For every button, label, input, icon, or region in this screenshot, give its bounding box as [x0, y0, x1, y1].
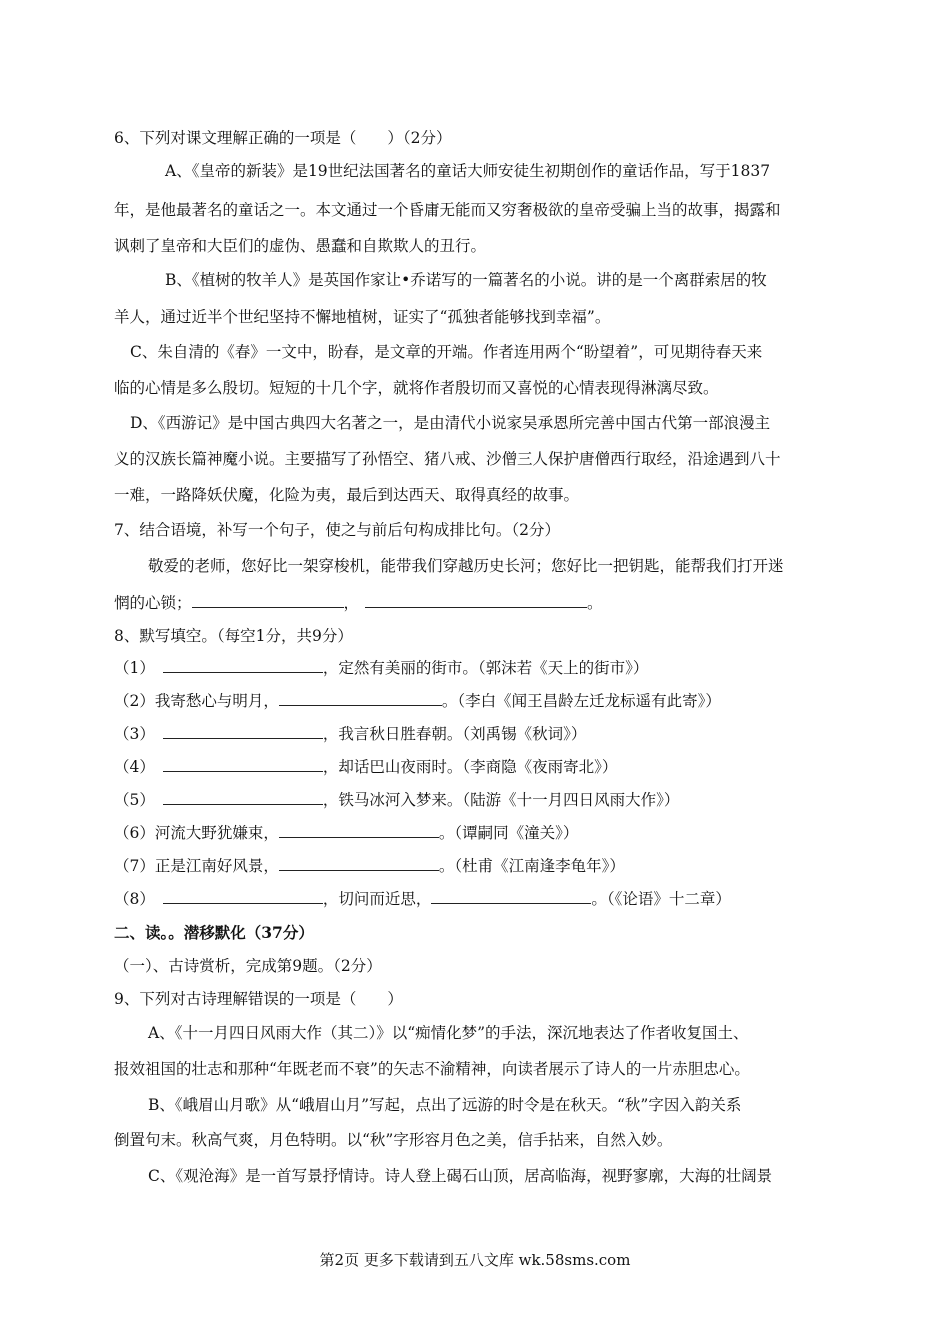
- q8-item-text: 。（谭嗣同《潼关》）: [438, 824, 579, 842]
- q8-stem: 8、默写填空。（每空1分，共9分）: [114, 627, 353, 645]
- q8-item-text: 。（李白《闻王昌龄左迁龙标遥有此寄》）: [441, 692, 721, 710]
- q8-item-text: ，却话巴山夜雨时。（李商隐《夜雨寄北》）: [322, 758, 618, 776]
- q8-item-text: ，切问而近思，: [322, 890, 432, 908]
- q7-line2-period: 。: [587, 594, 603, 612]
- q6-option-d-line3: 一难，一路降妖伏魔，化险为夷，最后到达西天、取得真经的故事。: [114, 486, 580, 504]
- q6-option-d-line2: 义的汉族长篇神魔小说。主要描写了孙悟空、猪八戒、沙僧三人保护唐僧西行取经，沿途遇到八十: [114, 450, 781, 468]
- q8-blank-1[interactable]: [163, 657, 323, 673]
- q8-item-text: 我寄愁心与明月，: [154, 692, 279, 710]
- section2-title: 二、读。。潜移默化（37分）: [114, 923, 314, 942]
- q8-blank-2[interactable]: [279, 690, 442, 706]
- q8-item-5: [114, 789, 679, 810]
- q8-item-text: 。（《论语》十二章）: [591, 890, 731, 908]
- q7-stem: 7、结合语境，补写一个句子，使之与前后句构成排比句。（2分）: [114, 521, 560, 539]
- q6-option-c-line2: 临的心情是多么殷切。短短的十几个字，就将作者殷切而又喜悦的心情表现得淋漓尽致。: [114, 379, 719, 397]
- q8-blank-3[interactable]: [163, 723, 323, 739]
- q9-option-a-line1: A、《十一月四日风雨大作（其二）》以“痴情化梦”的手法，深沉地表达了作者收复国土、: [148, 1024, 749, 1042]
- q8-item-text: ，我言秋日胜春朝。（刘禹锡《秋词》）: [322, 725, 587, 743]
- q8-item-3: [114, 723, 586, 744]
- q8-item-number: （7）: [114, 857, 155, 875]
- q7-answer-blank-1[interactable]: [192, 592, 344, 608]
- q8-item-number: （3）: [114, 725, 155, 743]
- q8-item-2: [114, 690, 721, 711]
- q8-item-text: 。（杜甫《江南逢李龟年》）: [438, 857, 625, 875]
- q8-blank-6[interactable]: [279, 822, 439, 838]
- q8-item-1: [114, 657, 648, 678]
- q7-line2-prefix: 惘的心锁；: [114, 594, 192, 612]
- q6-stem: 6、下列对课文理解正确的一项是（ ）（2分）: [114, 129, 452, 147]
- q6-option-d-line1: D、《西游记》是中国古典四大名著之一，是由清代小说家吴承恩所完善中国古代第一部浪漫主: [130, 414, 771, 432]
- q8-blank-8a[interactable]: [163, 888, 323, 904]
- page-footer: 第2页 更多下载请到五八文库 wk.58sms.com: [319, 1251, 631, 1269]
- q6-option-a-line2: 年，是他最著名的童话之一。本文通过一个昏庸无能而又穷奢极欲的皇帝受骗上当的故事，揭露和: [114, 201, 781, 219]
- q8-blank-8b[interactable]: [431, 888, 591, 904]
- q9-option-c-line1: C、《观沧海》是一首写景抒情诗。诗人登上碣石山顶，居高临海，视野寥廓，大海的壮阔景: [148, 1167, 773, 1185]
- q8-item-text: ，铁马冰河入梦来。（陆游《十一月四日风雨大作》）: [322, 791, 680, 809]
- q9-option-b-line1: B、《峨眉山月歌》从“峨眉山月”写起，点出了远游的时令是在秋天。“秋”字因入韵关系: [148, 1096, 742, 1114]
- q9-option-b-line2: 倒置句末。秋高气爽，月色特明。以“秋”字形容月色之美，信手拈来，自然入妙。: [114, 1131, 673, 1149]
- q8-item-number: （1）: [114, 659, 155, 677]
- q8-item-text: 正是江南好风景，: [154, 857, 279, 875]
- q8-item-7: [114, 855, 625, 876]
- q6-option-a-line3: 讽刺了皇帝和大臣们的虚伪、愚蠢和自欺欺人的丑行。: [114, 237, 487, 255]
- q9-stem: 9、下列对古诗理解错误的一项是（ ）: [114, 990, 403, 1008]
- q7-answer-blank-2[interactable]: [365, 592, 587, 608]
- q8-item-number: （4）: [114, 758, 155, 776]
- q8-item-4: [114, 756, 617, 777]
- q8-item-text: ，定然有美丽的街市。（郭沫若《天上的街市》）: [322, 659, 649, 677]
- q6-option-b-line1: B、《植树的牧羊人》是英国作家让•乔诺写的一篇著名的小说。讲的是一个离群索居的牧: [165, 271, 767, 289]
- q8-blank-4[interactable]: [163, 756, 323, 772]
- q8-blank-7[interactable]: [279, 855, 439, 871]
- q7-line2-comma: ，: [343, 594, 360, 612]
- q8-item-number: （2）: [114, 692, 155, 710]
- q9-option-a-line2: 报效祖国的壮志和那种“年既老而不衰”的矢志不渝精神，向读者展示了诗人的一片赤胆忠心。: [114, 1060, 750, 1078]
- q7-line1: 敬爱的老师，您好比一架穿梭机，能带我们穿越历史长河；您好比一把钥匙，能帮我们打开迷: [148, 557, 784, 575]
- q8-item-number: （8）: [114, 890, 155, 908]
- q8-item-text: 河流大野犹嫌束，: [154, 824, 279, 842]
- q8-item-number: （5）: [114, 791, 155, 809]
- q8-item-8: [114, 888, 731, 909]
- q8-item-number: （6）: [114, 824, 155, 842]
- q8-item-6: [114, 822, 578, 843]
- section2-subtitle: （一）、古诗赏析，完成第9题。（2分）: [114, 957, 382, 975]
- q7-line2: [114, 592, 603, 613]
- q6-option-a-line1: A、《皇帝的新装》是19世纪法国著名的童话大师安徒生初期创作的童话作品，写于1837: [165, 162, 771, 180]
- q6-option-c-line1: C、朱自清的《春》一文中，盼春，是文章的开端。作者连用两个“盼望着”，可见期待春天来: [130, 343, 763, 361]
- q6-option-b-line2: 羊人，通过近半个世纪坚持不懈地植树，证实了“孤独者能够找到幸福”。: [114, 308, 611, 326]
- q8-blank-5[interactable]: [163, 789, 323, 805]
